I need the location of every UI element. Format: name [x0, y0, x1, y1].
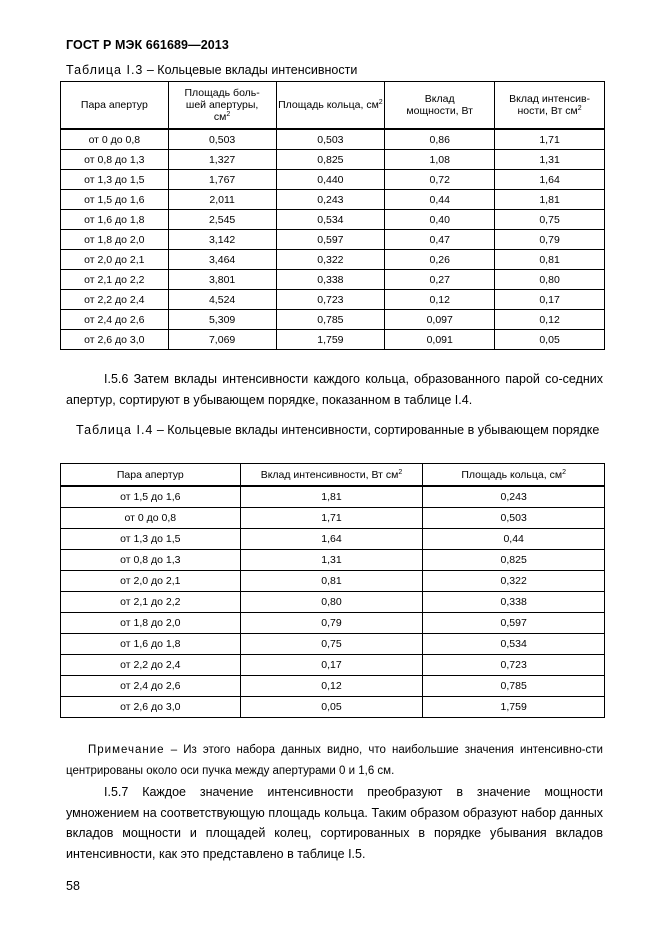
table-cell: 0,322 [423, 571, 605, 592]
table-row [61, 571, 605, 592]
paragraph-i-5-6: I.5.6 Затем вклады интенсивности каждого кольца, образованного парой со-седних апертур, сортируют в убывающем порядке, показанном в таблице I.4. [66, 372, 603, 407]
table-cell: 1,327 [168, 150, 276, 170]
table-cell: 0,723 [423, 655, 605, 676]
table-row [61, 697, 605, 718]
table-row [61, 310, 605, 330]
table-row [61, 190, 605, 210]
table-cell: от 1,6 до 1,8 [61, 210, 169, 230]
table-cell: 1,64 [495, 170, 605, 190]
table-cell: 0,81 [495, 250, 605, 270]
table-cell: 0,12 [385, 290, 495, 310]
table3-header-pair: Пара апертур [61, 82, 169, 130]
table-cell: 7,069 [168, 330, 276, 350]
note-label: Примечание [88, 744, 165, 756]
table-row [61, 676, 605, 697]
table-cell: от 2,2 до 2,4 [61, 655, 241, 676]
table-cell: 0,825 [276, 150, 385, 170]
table-cell: от 0 до 0,8 [61, 508, 241, 529]
table-cell: 0,503 [423, 508, 605, 529]
table-cell: 1,31 [495, 150, 605, 170]
table-cell: 0,12 [240, 676, 423, 697]
table-cell: 0,825 [423, 550, 605, 571]
table-cell: 0,79 [240, 613, 423, 634]
table-cell: от 2,4 до 2,6 [61, 310, 169, 330]
table-cell: 0,503 [276, 129, 385, 150]
table-cell: 0,72 [385, 170, 495, 190]
table-cell: от 1,3 до 1,5 [61, 529, 241, 550]
table-cell: 5,309 [168, 310, 276, 330]
table-cell: 1,81 [240, 486, 423, 508]
table-cell: 1,759 [276, 330, 385, 350]
table-cell: 0,091 [385, 330, 495, 350]
table-cell: 0,05 [240, 697, 423, 718]
table-cell: 0,75 [495, 210, 605, 230]
table-ring-contributions [60, 81, 605, 350]
table-cell: от 0 до 0,8 [61, 129, 169, 150]
table-cell: 0,503 [168, 129, 276, 150]
table4-header-intensity: Вклад интенсивности, Вт $см^2$ [240, 464, 423, 487]
table-cell: от 2,1 до 2,2 [61, 270, 169, 290]
table-cell: 0,44 [423, 529, 605, 550]
table-cell: от 2,1 до 2,2 [61, 592, 241, 613]
table3-caption-label: Таблица I.3 [66, 63, 144, 77]
table-cell: 0,44 [385, 190, 495, 210]
table-cell: 0,723 [276, 290, 385, 310]
table-cell: от 1,5 до 1,6 [61, 190, 169, 210]
table-cell: 0,40 [385, 210, 495, 230]
document-header: ГОСТ Р МЭК 661689—2013 [66, 38, 229, 52]
table-cell: 1,64 [240, 529, 423, 550]
table-row [61, 170, 605, 190]
table-cell: 2,011 [168, 190, 276, 210]
table-cell: 3,801 [168, 270, 276, 290]
table-cell: от 2,6 до 3,0 [61, 697, 241, 718]
table-cell: 3,464 [168, 250, 276, 270]
table-row [61, 150, 605, 170]
table-cell: 0,80 [495, 270, 605, 290]
table-cell: 1,759 [423, 697, 605, 718]
page-number: 58 [66, 879, 80, 893]
table4-body [61, 486, 605, 718]
table-row [61, 508, 605, 529]
table-cell: 1,08 [385, 150, 495, 170]
table-row [61, 129, 605, 150]
table-row [61, 613, 605, 634]
table3-header-ring-area: Площадь кольца, $см^2$ [276, 82, 385, 130]
table-cell: 1,71 [495, 129, 605, 150]
table3-body [61, 129, 605, 350]
table-row [61, 655, 605, 676]
table-cell: 0,338 [276, 270, 385, 290]
table-cell: от 2,2 до 2,4 [61, 290, 169, 310]
table-cell: 3,142 [168, 230, 276, 250]
table-row [61, 529, 605, 550]
table-sorted-ring-contributions [60, 463, 605, 718]
table-cell: 4,524 [168, 290, 276, 310]
table3-header-power: Вклад мощности, Вт [385, 82, 495, 130]
note-text: – Из этого набора данных видно, что наибольшие значения интенсивно-сти центрированы около оси пучка между апертурами 0 и 1,6 см. [66, 744, 603, 777]
table-row [61, 270, 605, 290]
table-cell: 0,534 [423, 634, 605, 655]
table-row [61, 486, 605, 508]
table-cell: от 2,0 до 2,1 [61, 250, 169, 270]
table-cell: от 2,0 до 2,1 [61, 571, 241, 592]
table4-caption-label: Таблица I.4 [76, 423, 154, 437]
table-cell: 1,71 [240, 508, 423, 529]
table-row [61, 634, 605, 655]
table-row [61, 250, 605, 270]
table-row [61, 592, 605, 613]
table-cell: 0,097 [385, 310, 495, 330]
table-cell: 0,597 [276, 230, 385, 250]
table-cell: от 1,6 до 1,8 [61, 634, 241, 655]
table-cell: 0,81 [240, 571, 423, 592]
table3-caption-text: – Кольцевые вклады интенсивности [143, 63, 358, 77]
table-cell: от 1,5 до 1,6 [61, 486, 241, 508]
table-cell: 0,338 [423, 592, 605, 613]
table4-header-pair: Пара апертур [61, 464, 241, 487]
table-cell: 0,785 [423, 676, 605, 697]
table-cell: 0,785 [276, 310, 385, 330]
table-cell: от 2,6 до 3,0 [61, 330, 169, 350]
table-cell: 0,17 [240, 655, 423, 676]
table4-caption [76, 420, 603, 441]
table-cell: 1,767 [168, 170, 276, 190]
table-cell: 0,75 [240, 634, 423, 655]
table-cell: 0,17 [495, 290, 605, 310]
table-cell: 1,31 [240, 550, 423, 571]
table-row [61, 210, 605, 230]
table-cell: 2,545 [168, 210, 276, 230]
table-cell: от 0,8 до 1,3 [61, 550, 241, 571]
table-row [61, 290, 605, 310]
table3-header-area-large: Площадь боль-шей апертуры, $см^2$ [168, 82, 276, 130]
table-cell: 0,322 [276, 250, 385, 270]
table-cell: 0,47 [385, 230, 495, 250]
table3-header-intensity: Вклад интенсив-ности, Вт $см^2$ [495, 82, 605, 130]
note [66, 740, 603, 782]
table-cell: от 1,8 до 2,0 [61, 230, 169, 250]
table-cell: 1,81 [495, 190, 605, 210]
table-row [61, 550, 605, 571]
table-cell: от 0,8 до 1,3 [61, 150, 169, 170]
paragraph-i-5-7: I.5.7 Каждое значение интенсивности преобразуют в значение мощности умножением на соответствующую площадь кольца. Таким образом образуют набор данных вкладов мощности и площадей колец, сортированных в порядке убывания вкладов интенсивности, как это представлено в таблице I.5. [66, 785, 603, 861]
table-cell: 0,26 [385, 250, 495, 270]
table-cell: 0,80 [240, 592, 423, 613]
table-row [61, 230, 605, 250]
table4-caption-text: – Кольцевые вклады интенсивности, сортированные в убывающем порядке [153, 423, 600, 437]
table-cell: 0,12 [495, 310, 605, 330]
table4-header-ring-area: Площадь кольца, $см^2$ [423, 464, 605, 487]
table-cell: 0,440 [276, 170, 385, 190]
table-row [61, 330, 605, 350]
table-cell: от 2,4 до 2,6 [61, 676, 241, 697]
table-cell: от 1,8 до 2,0 [61, 613, 241, 634]
table-cell: 0,27 [385, 270, 495, 290]
table-cell: 0,86 [385, 129, 495, 150]
table-cell: 0,597 [423, 613, 605, 634]
table-cell: от 1,3 до 1,5 [61, 170, 169, 190]
table3-caption [66, 63, 357, 77]
table-cell: 0,05 [495, 330, 605, 350]
table-cell: 0,534 [276, 210, 385, 230]
table-cell: 0,243 [276, 190, 385, 210]
table-cell: 0,79 [495, 230, 605, 250]
table-cell: 0,243 [423, 486, 605, 508]
